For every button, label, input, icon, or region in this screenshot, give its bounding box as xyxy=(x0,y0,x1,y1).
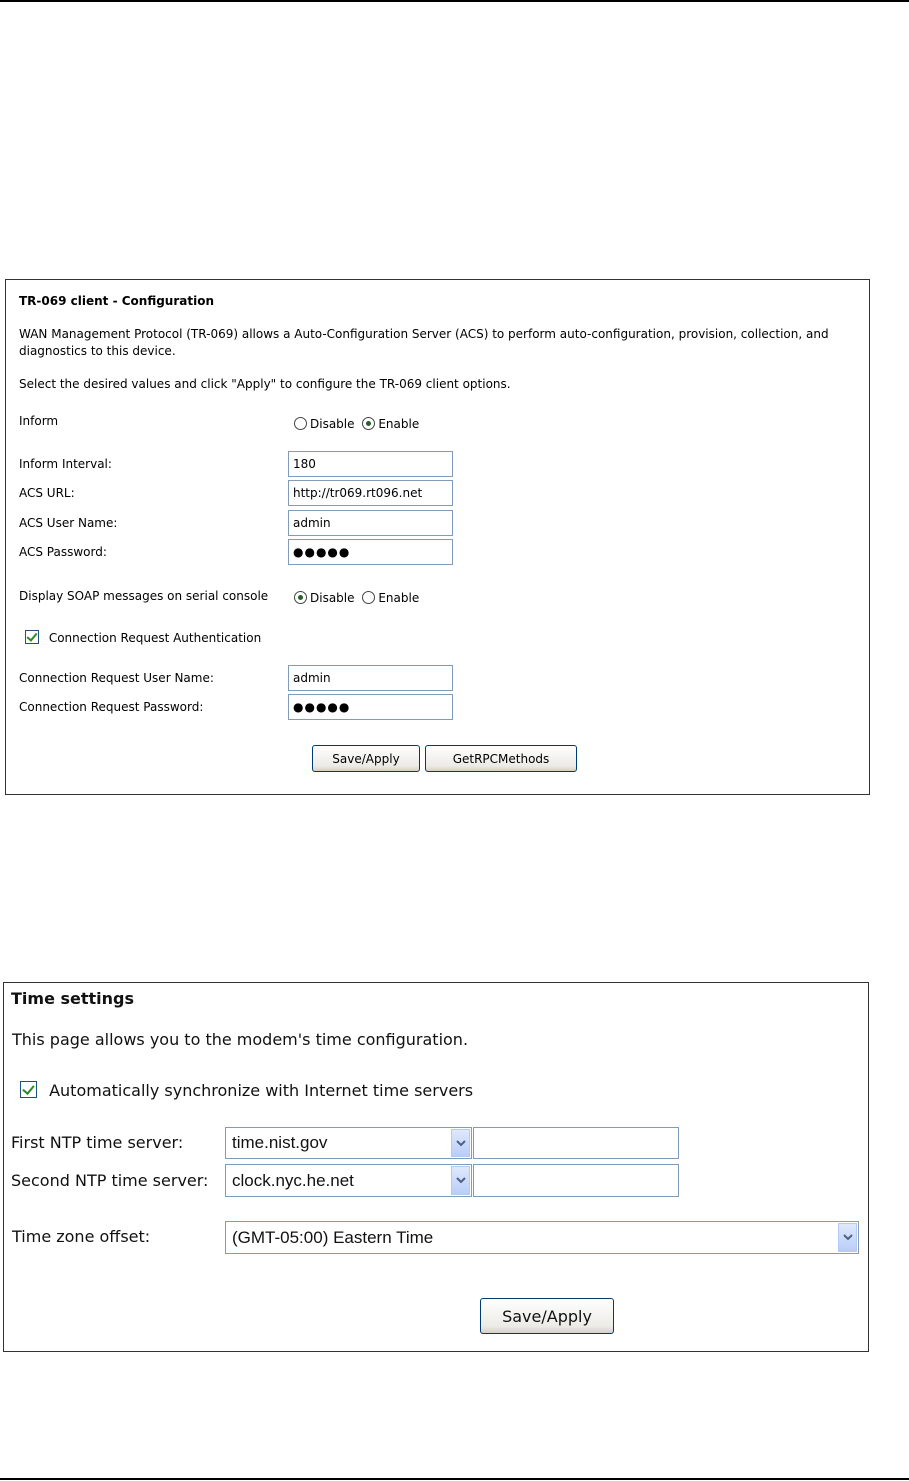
conn-username-label: Connection Request User Name: xyxy=(19,671,214,685)
tr069-title: TR-069 client - Configuration xyxy=(19,294,214,308)
inform-disable-radio[interactable] xyxy=(294,417,307,430)
acs-password-label: ACS Password: xyxy=(19,545,107,559)
inform-disable-label: Disable xyxy=(310,417,355,431)
inform-label: Inform xyxy=(19,414,59,428)
acs-url-input[interactable]: http://tr069.rt096.net xyxy=(288,480,453,506)
time-save-apply-button[interactable]: Save/Apply xyxy=(480,1298,614,1334)
ntp2-label: Second NTP time server: xyxy=(11,1171,209,1190)
soap-enable-label: Enable xyxy=(378,591,420,605)
auto-sync-label: Automatically synchronize with Internet time servers xyxy=(49,1081,474,1100)
conn-password-input[interactable]: ●●●●● xyxy=(288,694,453,720)
time-settings-panel xyxy=(3,982,869,1352)
inform-enable-label: Enable xyxy=(378,417,420,431)
auto-sync-row xyxy=(20,1081,473,1100)
timezone-selected-value: (GMT-05:00) Eastern Time xyxy=(232,1227,434,1247)
ntp1-select[interactable] xyxy=(225,1127,472,1159)
conn-password-label: Connection Request Password: xyxy=(19,700,204,714)
ntp1-custom-input[interactable] xyxy=(473,1127,679,1159)
ntp2-selected-value: clock.nyc.he.net xyxy=(232,1170,354,1190)
soap-radio-group xyxy=(294,591,419,605)
inform-interval-label: Inform Interval: xyxy=(19,457,112,471)
conn-auth-row xyxy=(25,630,261,645)
soap-disable-radio[interactable] xyxy=(294,591,307,604)
timezone-select[interactable] xyxy=(225,1221,859,1254)
ntp2-select[interactable] xyxy=(225,1164,472,1197)
bottom-rule xyxy=(0,1478,909,1480)
ntp2-custom-input[interactable] xyxy=(473,1164,679,1197)
conn-auth-label: Connection Request Authentication xyxy=(48,631,262,645)
inform-radio-group xyxy=(294,417,419,431)
tr069-instruction: Select the desired values and click "Apply" to configure the TR-069 client options. xyxy=(19,377,511,391)
conn-auth-checkbox[interactable] xyxy=(25,630,39,644)
auto-sync-checkbox[interactable] xyxy=(20,1081,37,1098)
time-settings-description: This page allows you to the modem's time configuration. xyxy=(12,1030,469,1049)
soap-enable-radio[interactable] xyxy=(362,591,375,604)
tr069-save-apply-button[interactable]: Save/Apply xyxy=(312,745,420,772)
acs-username-input[interactable]: admin xyxy=(288,510,453,536)
inform-enable-radio[interactable] xyxy=(362,417,375,430)
acs-password-input[interactable]: ●●●●● xyxy=(288,539,453,565)
inform-interval-input[interactable]: 180 xyxy=(288,451,453,477)
chevron-down-icon[interactable] xyxy=(451,1129,470,1157)
acs-username-label: ACS User Name: xyxy=(19,516,118,530)
acs-url-label: ACS URL: xyxy=(19,486,75,500)
chevron-down-icon[interactable] xyxy=(838,1223,857,1252)
timezone-label: Time zone offset: xyxy=(12,1227,151,1246)
tr069-panel xyxy=(5,279,870,795)
ntp1-selected-value: time.nist.gov xyxy=(232,1133,328,1152)
soap-disable-label: Disable xyxy=(310,591,355,605)
tr069-description: WAN Management Protocol (TR-069) allows a Auto-Configuration Server (ACS) to perform auto-configuration, provision, collection, and diagnostics to this device. xyxy=(19,327,829,358)
ntp1-label: First NTP time server: xyxy=(11,1133,184,1152)
soap-label: Display SOAP messages on serial console xyxy=(19,589,269,603)
time-settings-title: Time settings xyxy=(11,989,135,1008)
get-rpc-methods-button[interactable]: GetRPCMethods xyxy=(425,745,577,772)
conn-username-input[interactable]: admin xyxy=(288,665,453,691)
chevron-down-icon[interactable] xyxy=(451,1166,470,1195)
top-rule xyxy=(0,0,909,2)
